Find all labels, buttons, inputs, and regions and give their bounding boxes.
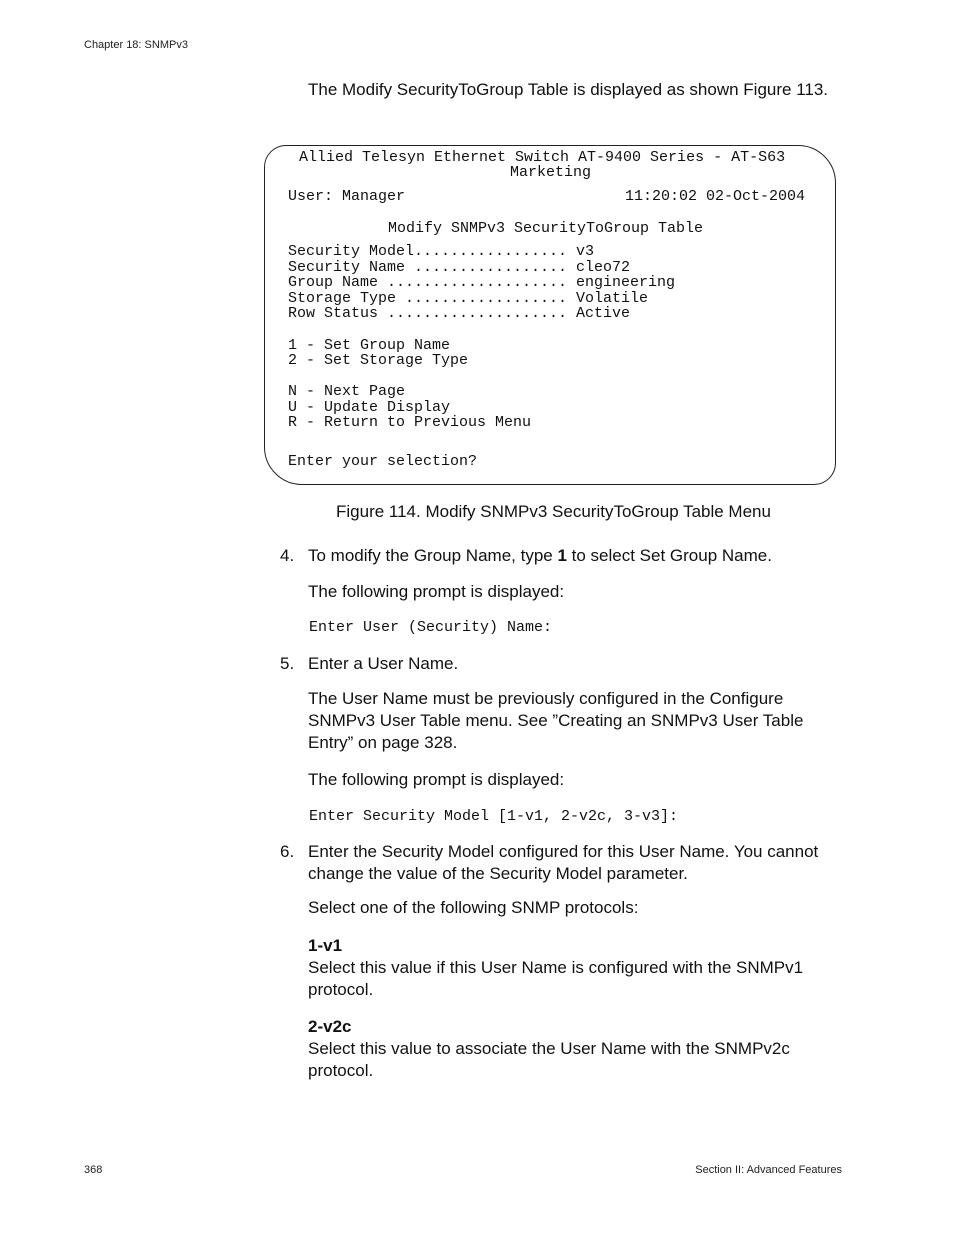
step-4-key: 1 — [557, 546, 567, 565]
step-number: 4. — [280, 546, 295, 565]
running-footer: Section II: Advanced Features — [695, 1164, 842, 1176]
page-number: 368 — [84, 1164, 103, 1176]
step-5-text: Enter a User Name. — [308, 654, 459, 673]
step-4-code: Enter User (Security) Name: — [309, 619, 553, 636]
screen-option: 2 - Set Storage Type — [288, 352, 469, 369]
step-4-follow: The following prompt is displayed: — [308, 582, 565, 601]
screen-user: User: Manager — [288, 188, 406, 205]
step-4-pre: To modify the Group Name, type — [308, 546, 558, 565]
terminal-screen — [264, 145, 836, 485]
option-description: Select this value to associate the User Name with the SNMPv2c protocol. — [308, 1039, 790, 1080]
step-5-paragraph: The User Name must be previously configured in the Configure SNMPv3 User Table menu. See ”Creating an SNMPv3 User Table Entry” on page 328. — [308, 689, 804, 752]
screen-field: Security Name ................. cleo72 — [288, 259, 631, 276]
screen-nav: U - Update Display — [288, 399, 451, 416]
screen-field: Group Name .................... engineering — [288, 274, 676, 291]
screen-nav: R - Return to Previous Menu — [288, 414, 532, 431]
screen-option: 1 - Set Group Name — [288, 337, 451, 354]
step-5-follow: The following prompt is displayed: — [308, 770, 565, 789]
step-6-text: Enter the Security Model configured for this User Name. You cannot change the value of the Security Model parameter. — [308, 842, 819, 883]
screen-field: Storage Type .................. Volatile — [288, 290, 649, 307]
step-number: 5. — [280, 654, 295, 673]
intro-paragraph: The Modify SecurityToGroup Table is displayed as shown Figure 113. — [308, 80, 829, 99]
screen-field: Security Model................. v3 — [288, 243, 595, 260]
option-description: Select this value if this User Name is configured with the SNMPv1 protocol. — [308, 958, 804, 999]
screen-title-system: Marketing — [510, 164, 592, 181]
step-5-code: Enter Security Model [1-v1, 2-v2c, 3-v3]: — [309, 808, 679, 825]
screen-heading: Modify SNMPv3 SecurityToGroup Table — [388, 220, 704, 237]
option-term: 1-v1 — [308, 936, 343, 955]
step-number: 6. — [280, 842, 295, 861]
screen-nav: N - Next Page — [288, 383, 406, 400]
screen-field: Row Status .................... Active — [288, 305, 631, 322]
running-header: Chapter 18: SNMPv3 — [84, 39, 188, 51]
screen-datetime: 11:20:02 02-Oct-2004 — [625, 188, 806, 205]
option-term: 2-v2c — [308, 1017, 352, 1036]
screen-title: Allied Telesyn Ethernet Switch AT-9400 Series - AT-S63 — [299, 149, 786, 166]
figure-caption: Figure 114. Modify SNMPv3 SecurityToGroup Table Menu — [336, 502, 771, 521]
step-6-select: Select one of the following SNMP protocols: — [308, 898, 639, 917]
screen-prompt: Enter your selection? — [288, 453, 478, 470]
step-4-post: to select Set Group Name. — [566, 546, 772, 565]
step-4-text — [308, 545, 848, 567]
